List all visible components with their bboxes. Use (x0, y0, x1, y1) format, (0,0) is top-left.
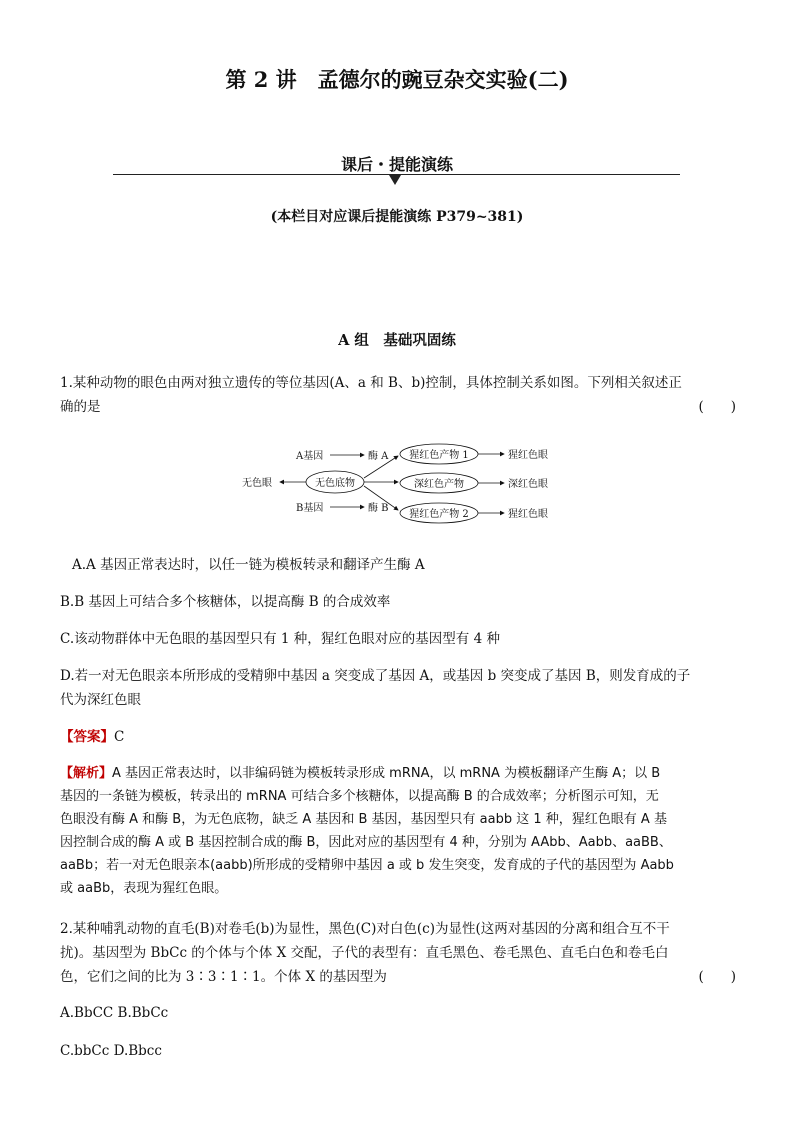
colorless-eye-label: 无色眼 (242, 478, 272, 489)
question-2 (60, 917, 736, 989)
gene-a-label: A基因 (296, 451, 324, 462)
gene-b-label: B基因 (296, 503, 324, 514)
explanation-label: 【解析】 (60, 766, 113, 781)
page-title: 第 2 讲 孟德尔的豌豆杂交实验(二) (225, 67, 569, 92)
q2-options-cd: C.bbCc D.Bbcc (60, 1043, 162, 1059)
question-2-line-2: 扰)。基因型为 BbCc 的个体与个体 X 交配，子代的表型有：直毛黑色、卷毛黑色、直毛白色和卷毛白 (60, 945, 669, 961)
question-1-line-2: 确的是 (60, 399, 101, 415)
eye-color-pathway-diagram (230, 436, 560, 528)
answer-value: C (114, 729, 125, 745)
enzyme-b-label: 酶 B (368, 503, 389, 514)
triangle-marker-icon (389, 175, 401, 185)
scarlet-eye-2-label: 猩红色眼 (508, 509, 548, 520)
q2-options-ab: A.BbCC B.BbCc (60, 1005, 169, 1021)
explanation-line: 基因的一条链为模板，转录出的 mRNA 可结合多个核糖体，以提高酶 B 的合成效率；分析图示可知，无 (60, 789, 659, 804)
section-banner: 课后・提能演练 (340, 155, 453, 174)
question-1-line-1: 1.某种动物的眼色由两对独立遗传的等位基因(A、a 和 B、b)控制，具体控制关系如图。下列相关叙述正 (60, 375, 682, 391)
enzyme-a-label: 酶 A (368, 451, 389, 462)
scarlet-eye-1-label: 猩红色眼 (508, 450, 548, 461)
product-2-label: 猩红色产物 2 (409, 509, 469, 520)
colorless-substrate-label: 无色底物 (315, 478, 355, 489)
page-reference: (本栏目对应课后提能演练 P379~381) (270, 209, 524, 225)
explanation-line: 因控制合成的酶 A 或 B 基因控制合成的酶 B，因此对应的基因型有 4 种，分别为 AAbb、Aabb、aaBB、 (60, 835, 672, 850)
question-2-line-3: 色，它们之间的比为 3∶3∶1∶1。个体 X 的基因型为 (60, 969, 387, 985)
option-c: C.该动物群体中无色眼的基因型只有 1 种，猩红色眼对应的基因型有 4 种 (60, 631, 500, 647)
answer-parentheses: ( ) (698, 969, 736, 985)
product-1-label: 猩红色产物 1 (409, 450, 469, 461)
explanation-line: 或 aaBb，表现为猩红色眼。 (60, 881, 228, 896)
explanation-line: A 基因正常表达时，以非编码链为模板转录形成 mRNA，以 mRNA 为模板翻译产生酶 A；以 B (112, 766, 661, 781)
option-d-line-2: 代为深红色眼 (60, 692, 141, 708)
option-a: A.A 基因正常表达时，以任一链为模板转录和翻译产生酶 A (72, 557, 425, 573)
answer-row (60, 725, 736, 745)
option-b: B.B 基因上可结合多个核糖体，以提高酶 B 的合成效率 (60, 594, 391, 610)
answer-parentheses: ( ) (698, 399, 736, 415)
question-1 (60, 371, 736, 419)
deep-red-eye-label: 深红色眼 (508, 479, 548, 490)
explanation-line: aaBb；若一对无色眼亲本(aabb)所形成的受精卵中基因 a 或 b 发生突变，发育成的子代的基因型为 Aabb (60, 858, 674, 873)
explanation-line: 色眼没有酶 A 和酶 B，为无色底物，缺乏 A 基因和 B 基因，基因型只有 aabb 这 1 种，猩红色眼有 A 基 (60, 812, 667, 827)
answer-label: 【答案】 (60, 729, 114, 745)
option-d-line-1: D.若一对无色眼亲本所形成的受精卵中基因 a 突变成了基因 A，或基因 b 突变成了基因 B，则发育成的子 (60, 668, 691, 684)
deep-product-label: 深红色产物 (414, 479, 464, 490)
option-d (60, 664, 736, 712)
explanation (60, 762, 738, 900)
question-2-line-1: 2.某种哺乳动物的直毛(B)对卷毛(b)为显性，黑色(C)对白色(c)为显性(这两对基因的分离和组合互不干 (60, 921, 670, 937)
group-heading: A 组 基础巩固练 (338, 332, 456, 349)
